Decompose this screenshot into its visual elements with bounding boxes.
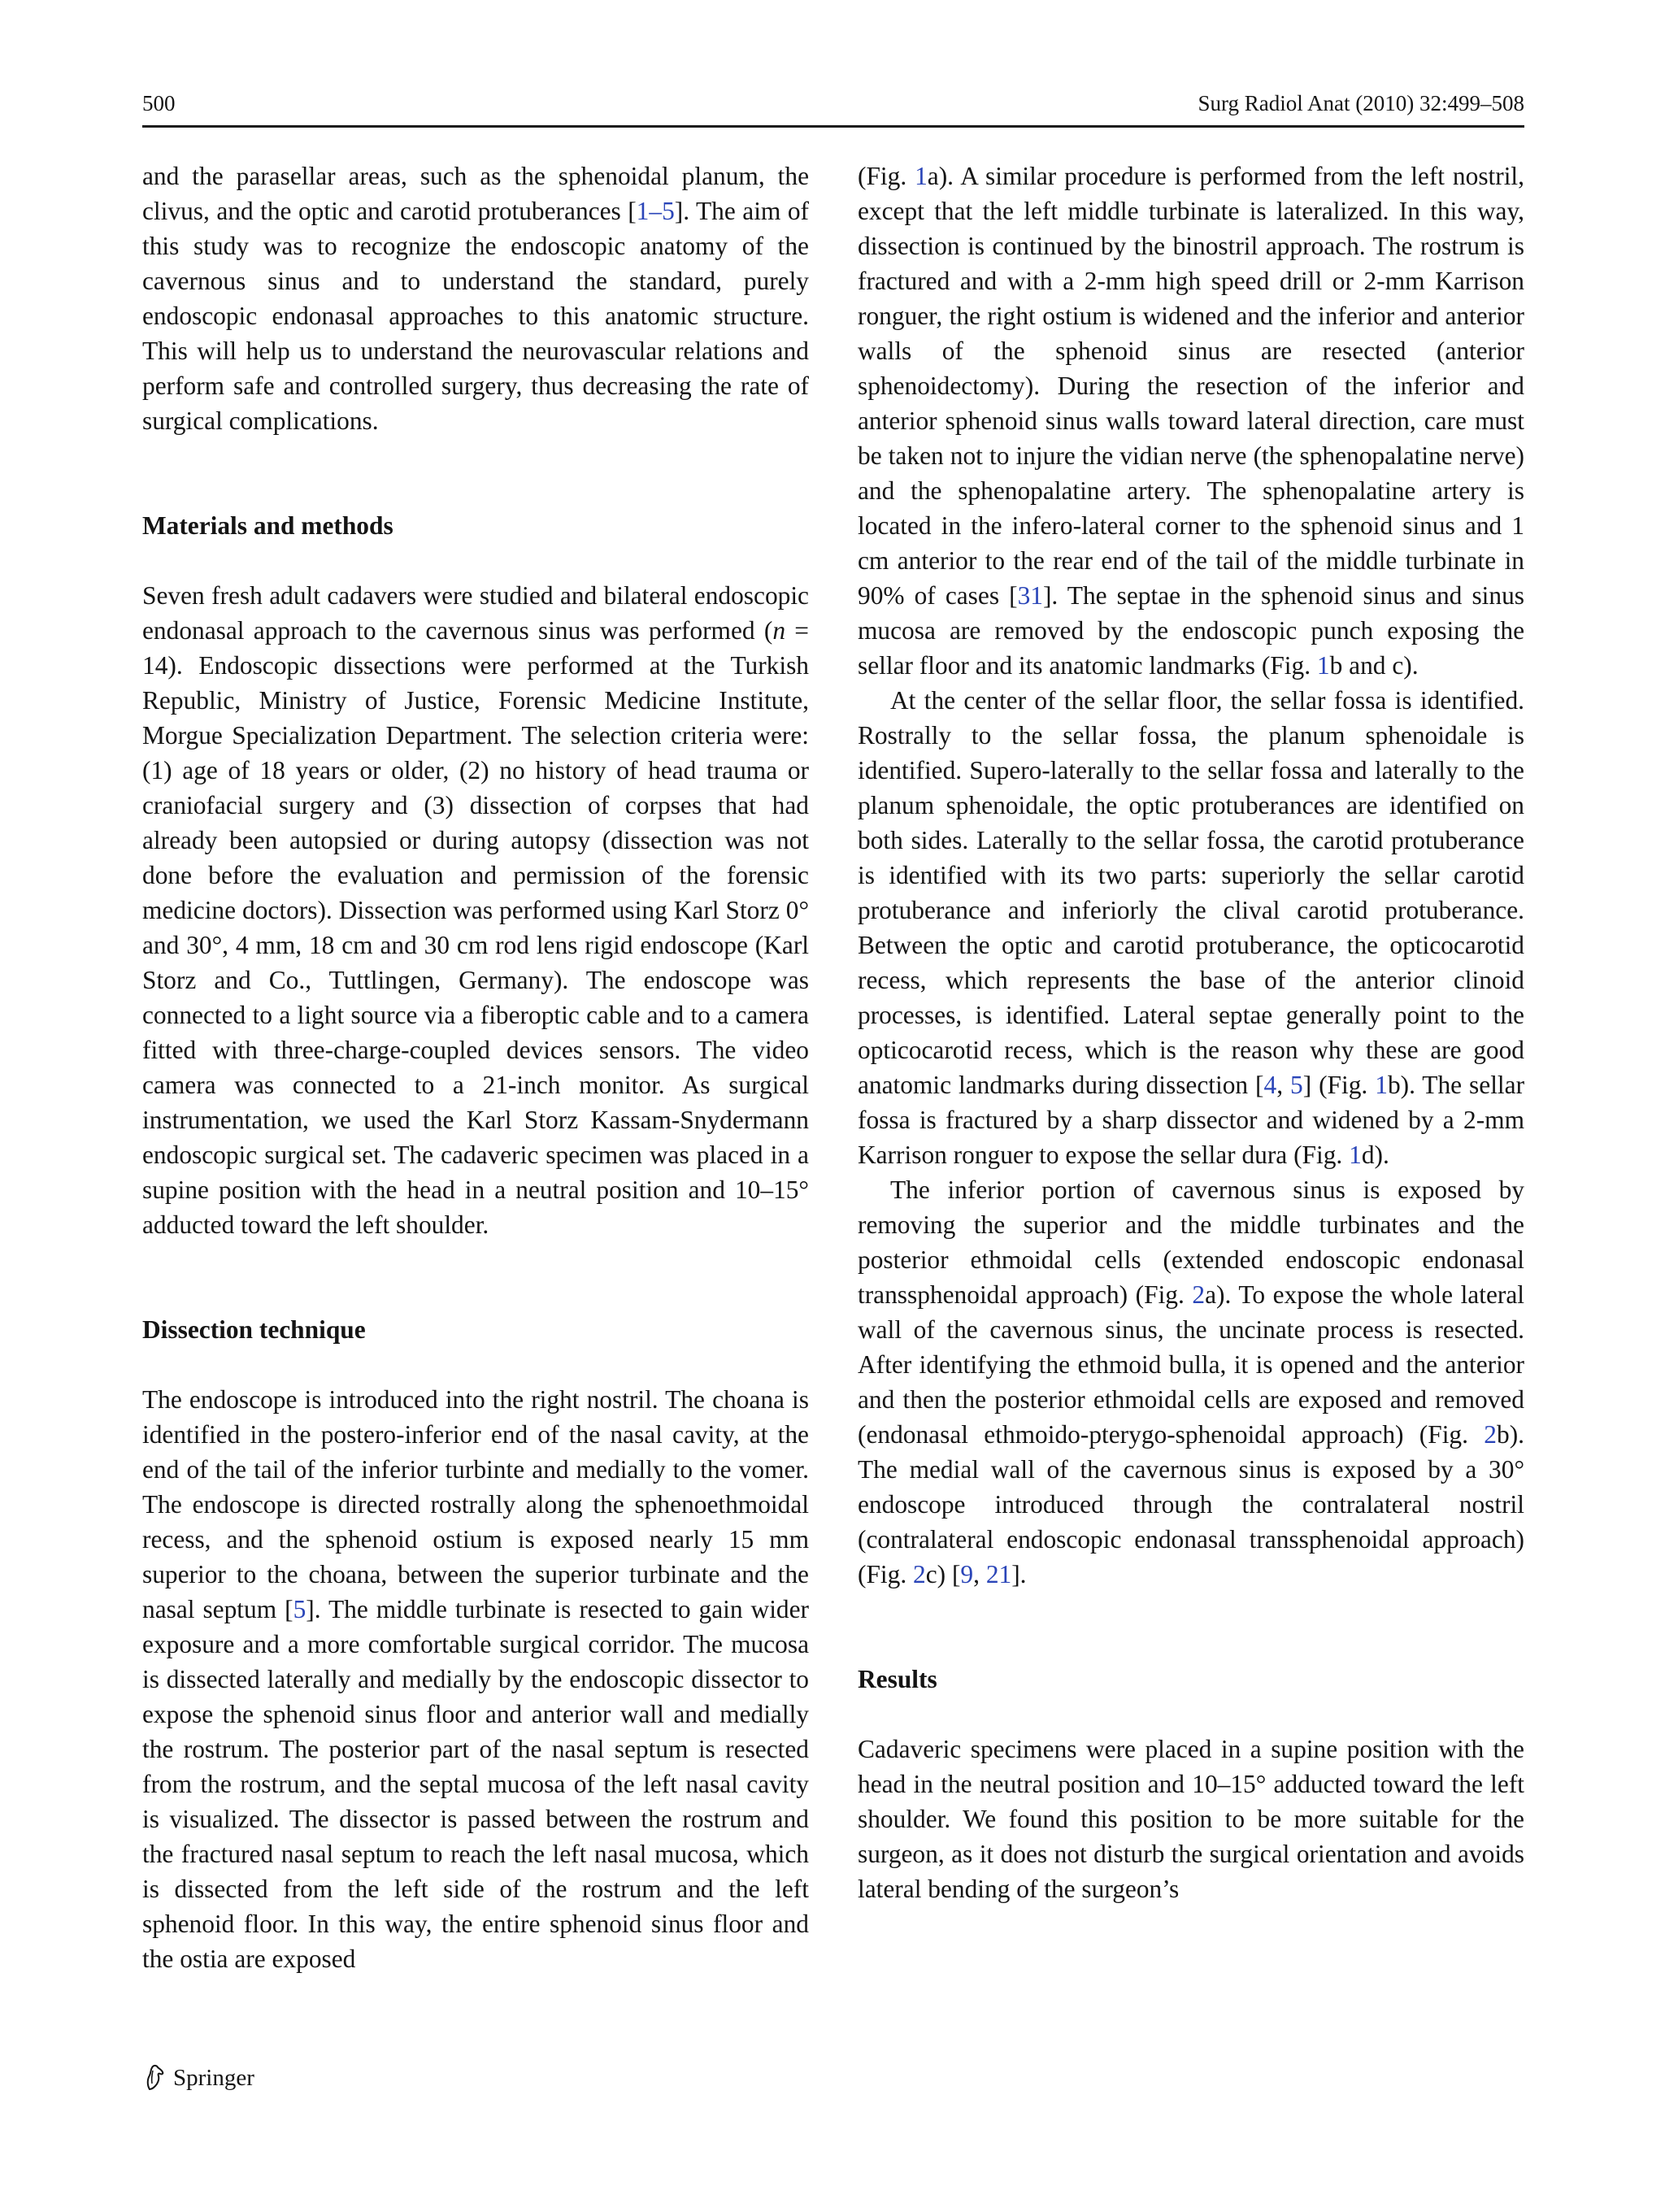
journal-citation: Surg Radiol Anat (2010) 32:499–508: [1198, 91, 1524, 115]
page-footer: [142, 2059, 254, 2097]
figure-link[interactable]: 2: [913, 1560, 926, 1588]
citation-link[interactable]: 5: [1290, 1071, 1303, 1099]
page-number: 500: [142, 91, 176, 115]
paragraph-sellar-floor: At the center of the sellar floor, the sellar fossa is identified. Rostrally to the sellar fossa, the planum sphenoidale is identified. Supero-laterally to the sellar fossa and laterally to the planum sphenoidale, the optic protuberances are identified on both sides. Laterally to the sellar fossa, the carotid protuberance is identified with its two parts: superiorly the sellar carotid protuberance and inferiorly the clival carotid protuberance. Between the optic and carotid protuberance, the opticocarotid recess, which represents the base of the anterior clinoid processes, is identified. Lateral septae generally point to the opticocarotid recess, which is the reason why these are good anatomic landmarks during dissection [4, 5] (Fig. 1b). The sellar fossa is fractured by a sharp dissector and widened by a 2-mm Karrison ronguer to expose the sellar dura (Fig. 1d).: [858, 686, 1525, 1169]
figure-link[interactable]: 2: [1484, 1420, 1497, 1449]
paragraph-materials: Seven fresh adult cadavers were studied and bilateral endoscopic endonasal approach to the cavernous sinus was performed (n = 14). Endoscopic dissections were performed at the Turkish Republic, Ministry of Justice, Forensic Medicine Institute, Morgue Specialization Department. The selection criteria were: (1) age of 18 years or older, (2) no history of head trauma or craniofacial surgery and (3) dissection of corpses that had already been autopsied or during autopsy (dissection was not done before the evaluation and permission of the forensic medicine doctors). Dissection was performed using Karl Storz 0° and 30°, 4 mm, 18 cm and 30 cm rod lens rigid endoscope (Karl Storz and Co., Tuttlingen, Germany). The endoscope was connected to a light source via a fiberoptic cable and to a camera fitted with three-charge-coupled devices sensors. The video camera was connected to a 21-inch monitor. As surgical instrumentation, we used the Karl Storz Kassam-Snydermann endoscopic surgical set. The cadaveric specimen was placed in a supine position with the head in a neutral position and 10–15° adducted toward the left shoulder.: [142, 581, 809, 1239]
paragraph-intro-continued: and the parasellar areas, such as the sphenoidal planum, the clivus, and the optic and carotid protuberances [1–5]. The aim of this study was to recognize the endoscopic anatomy of the cavernous sinus and to understand the standard, purely endoscopic endonasal approaches to this anatomic structure. This will help us to understand the neurovascular relations and perform safe and controlled surgery, thus decreasing the rate of surgical complications.: [142, 162, 809, 435]
figure-link[interactable]: 1: [915, 162, 928, 190]
citation-link[interactable]: 9: [960, 1560, 974, 1588]
citation-link[interactable]: 5: [293, 1595, 306, 1623]
paragraph-results: Cadaveric specimens were placed in a supine position with the head in the neutral position and 10–15° adducted toward the left shoulder. We found this position to be more suitable for the surgeon, as it does not disturb the surgical orientation and avoids lateral bending of the surgeon’s: [858, 1735, 1524, 1903]
section-heading-materials: Materials and methods: [142, 511, 393, 540]
springer-horse-icon: [142, 2064, 167, 2092]
paragraph-dissection: The endoscope is introduced into the right nostril. The choana is identified in the postero-inferior end of the nasal cavity, at the end of the tail of the inferior turbinte and medially to the vomer. The endoscope is directed rostrally along the sphenoethmoidal recess, and the sphenoid ostium is exposed nearly 15 mm superior to the choana, between the superior turbinate and the nasal septum [5]. The middle turbinate is resected to gain wider exposure and a more comfortable surgical corridor. The mucosa is dissected laterally and medially by the endoscopic dissector to expose the sphenoid sinus floor and anterior wall and medially the rostrum. The posterior part of the nasal septum is resected from the rostrum, and the septal mucosa of the left nasal cavity is visualized. The dissector is passed between the rostrum and the fractured nasal septum to reach the left nasal mucosa, which is dissected from the left side of the rostrum and the left sphenoid floor. In this way, the entire sphenoid sinus floor and the ostia are exposed: [142, 1385, 809, 1973]
section-heading-dissection: Dissection technique: [142, 1315, 366, 1344]
figure-link[interactable]: 1: [1349, 1141, 1362, 1169]
running-header: [142, 88, 1524, 120]
right-column: [858, 159, 1524, 1906]
header-rule: [142, 125, 1524, 128]
figure-link[interactable]: 1: [1375, 1071, 1388, 1099]
citation-link[interactable]: 4: [1263, 1071, 1277, 1099]
figure-link[interactable]: 1: [1316, 651, 1330, 680]
citation-link[interactable]: 1–5: [636, 197, 675, 225]
paragraph-inferior-portion: The inferior portion of cavernous sinus is exposed by removing the superior and the middle turbinates and the posterior ethmoidal cells (extended endoscopic endonasal transsphenoidal approach) (Fig. 2a). To expose the whole lateral wall of the cavernous sinus, the uncinate process is resected. After identifying the ethmoid bulla, it is opened and the anterior and then the posterior ethmoidal cells are exposed and removed (endonasal ethmoido-pterygo-sphenoidal approach) (Fig. 2b). The medial wall of the cavernous sinus is exposed by a 30° endoscope introduced through the contralateral nostril (contralateral endoscopic endonasal transsphenoidal approach) (Fig. 2c) [9, 21].: [858, 1176, 1524, 1588]
paragraph-dissection-continued: (Fig. 1a). A similar procedure is performed from the left nostril, except that the left middle turbinate is lateralized. In this way, dissection is continued by the binostril approach. The rostrum is fractured and with a 2-mm high speed drill or 2-mm Karrison ronguer, the right ostium is widened and the inferior and anterior walls of the sphenoid sinus are resected (anterior sphenoidectomy). During the resection of the inferior and anterior sphenoid sinus walls toward lateral direction, care must be taken not to injure the vidian nerve (the sphenopalatine nerve) and the sphenopalatine artery. The sphenopalatine artery is located in the infero-lateral corner to the sphenoid sinus and 1 cm anterior to the rear end of the tail of the middle turbinate in 90% of cases [31]. The septae in the sphenoid sinus and sinus mucosa are removed by the endoscopic punch exposing the sellar floor and its anatomic landmarks (Fig. 1b and c).: [858, 162, 1524, 680]
figure-link[interactable]: 2: [1192, 1280, 1206, 1309]
publisher-name: Springer: [173, 2064, 254, 2091]
left-column: [142, 159, 809, 1976]
citation-link[interactable]: 21: [985, 1560, 1012, 1588]
citation-link[interactable]: 31: [1017, 581, 1043, 610]
section-heading-results: Results: [858, 1665, 937, 1693]
